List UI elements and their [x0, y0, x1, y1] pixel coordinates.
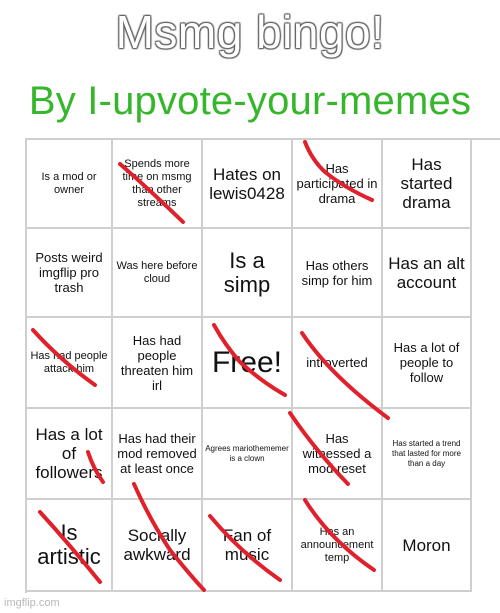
bingo-cell: Spends more time on msmg than other streams — [113, 140, 203, 229]
bingo-cell: Is a mod or owner — [27, 140, 113, 229]
bingo-cell: Moron — [383, 500, 472, 592]
bingo-title: Msmg bingo! — [115, 6, 385, 58]
bingo-cell: Was here before cloud — [113, 229, 203, 318]
bingo-cell: introverted — [293, 318, 383, 409]
bingo-cell: Posts weird imgflip pro trash — [27, 229, 113, 318]
bingo-cell: Has participated in drama — [293, 140, 383, 229]
bingo-subtitle: By I-upvote-your-memes — [28, 79, 472, 123]
bingo-cell: Has witnessed a mod reset — [293, 409, 383, 500]
bingo-cell: Hates on lewis0428 — [203, 140, 293, 229]
bingo-cell: Has an announcement temp — [293, 500, 383, 592]
bingo-cell: Agrees mariothememer is a clown — [203, 409, 293, 500]
bingo-cell: Has had people threaten him irl — [113, 318, 203, 409]
bingo-cell: Has had people attack him — [27, 318, 113, 409]
bingo-cell: Has started drama — [383, 140, 472, 229]
bingo-cell: Socially awkward — [113, 500, 203, 592]
bingo-cell: Has others simp for him — [293, 229, 383, 318]
bingo-cell: Has had their mod removed at least once — [113, 409, 203, 500]
bingo-grid — [25, 138, 500, 593]
bingo-cell: Has an alt account — [383, 229, 472, 318]
imgflip-watermark: imgflip.com — [4, 597, 60, 609]
bingo-cell: Has started a trend that lasted for more than a day — [383, 409, 472, 500]
bingo-cell: Has a lot of followers — [27, 409, 113, 500]
free-space: Free! — [203, 318, 293, 409]
bingo-cell: Is a simp — [203, 229, 293, 318]
bingo-cell: Has a lot of people to follow — [383, 318, 472, 409]
bingo-cell: Fan of music — [203, 500, 293, 592]
bingo-cell: Is artistic — [27, 500, 113, 592]
